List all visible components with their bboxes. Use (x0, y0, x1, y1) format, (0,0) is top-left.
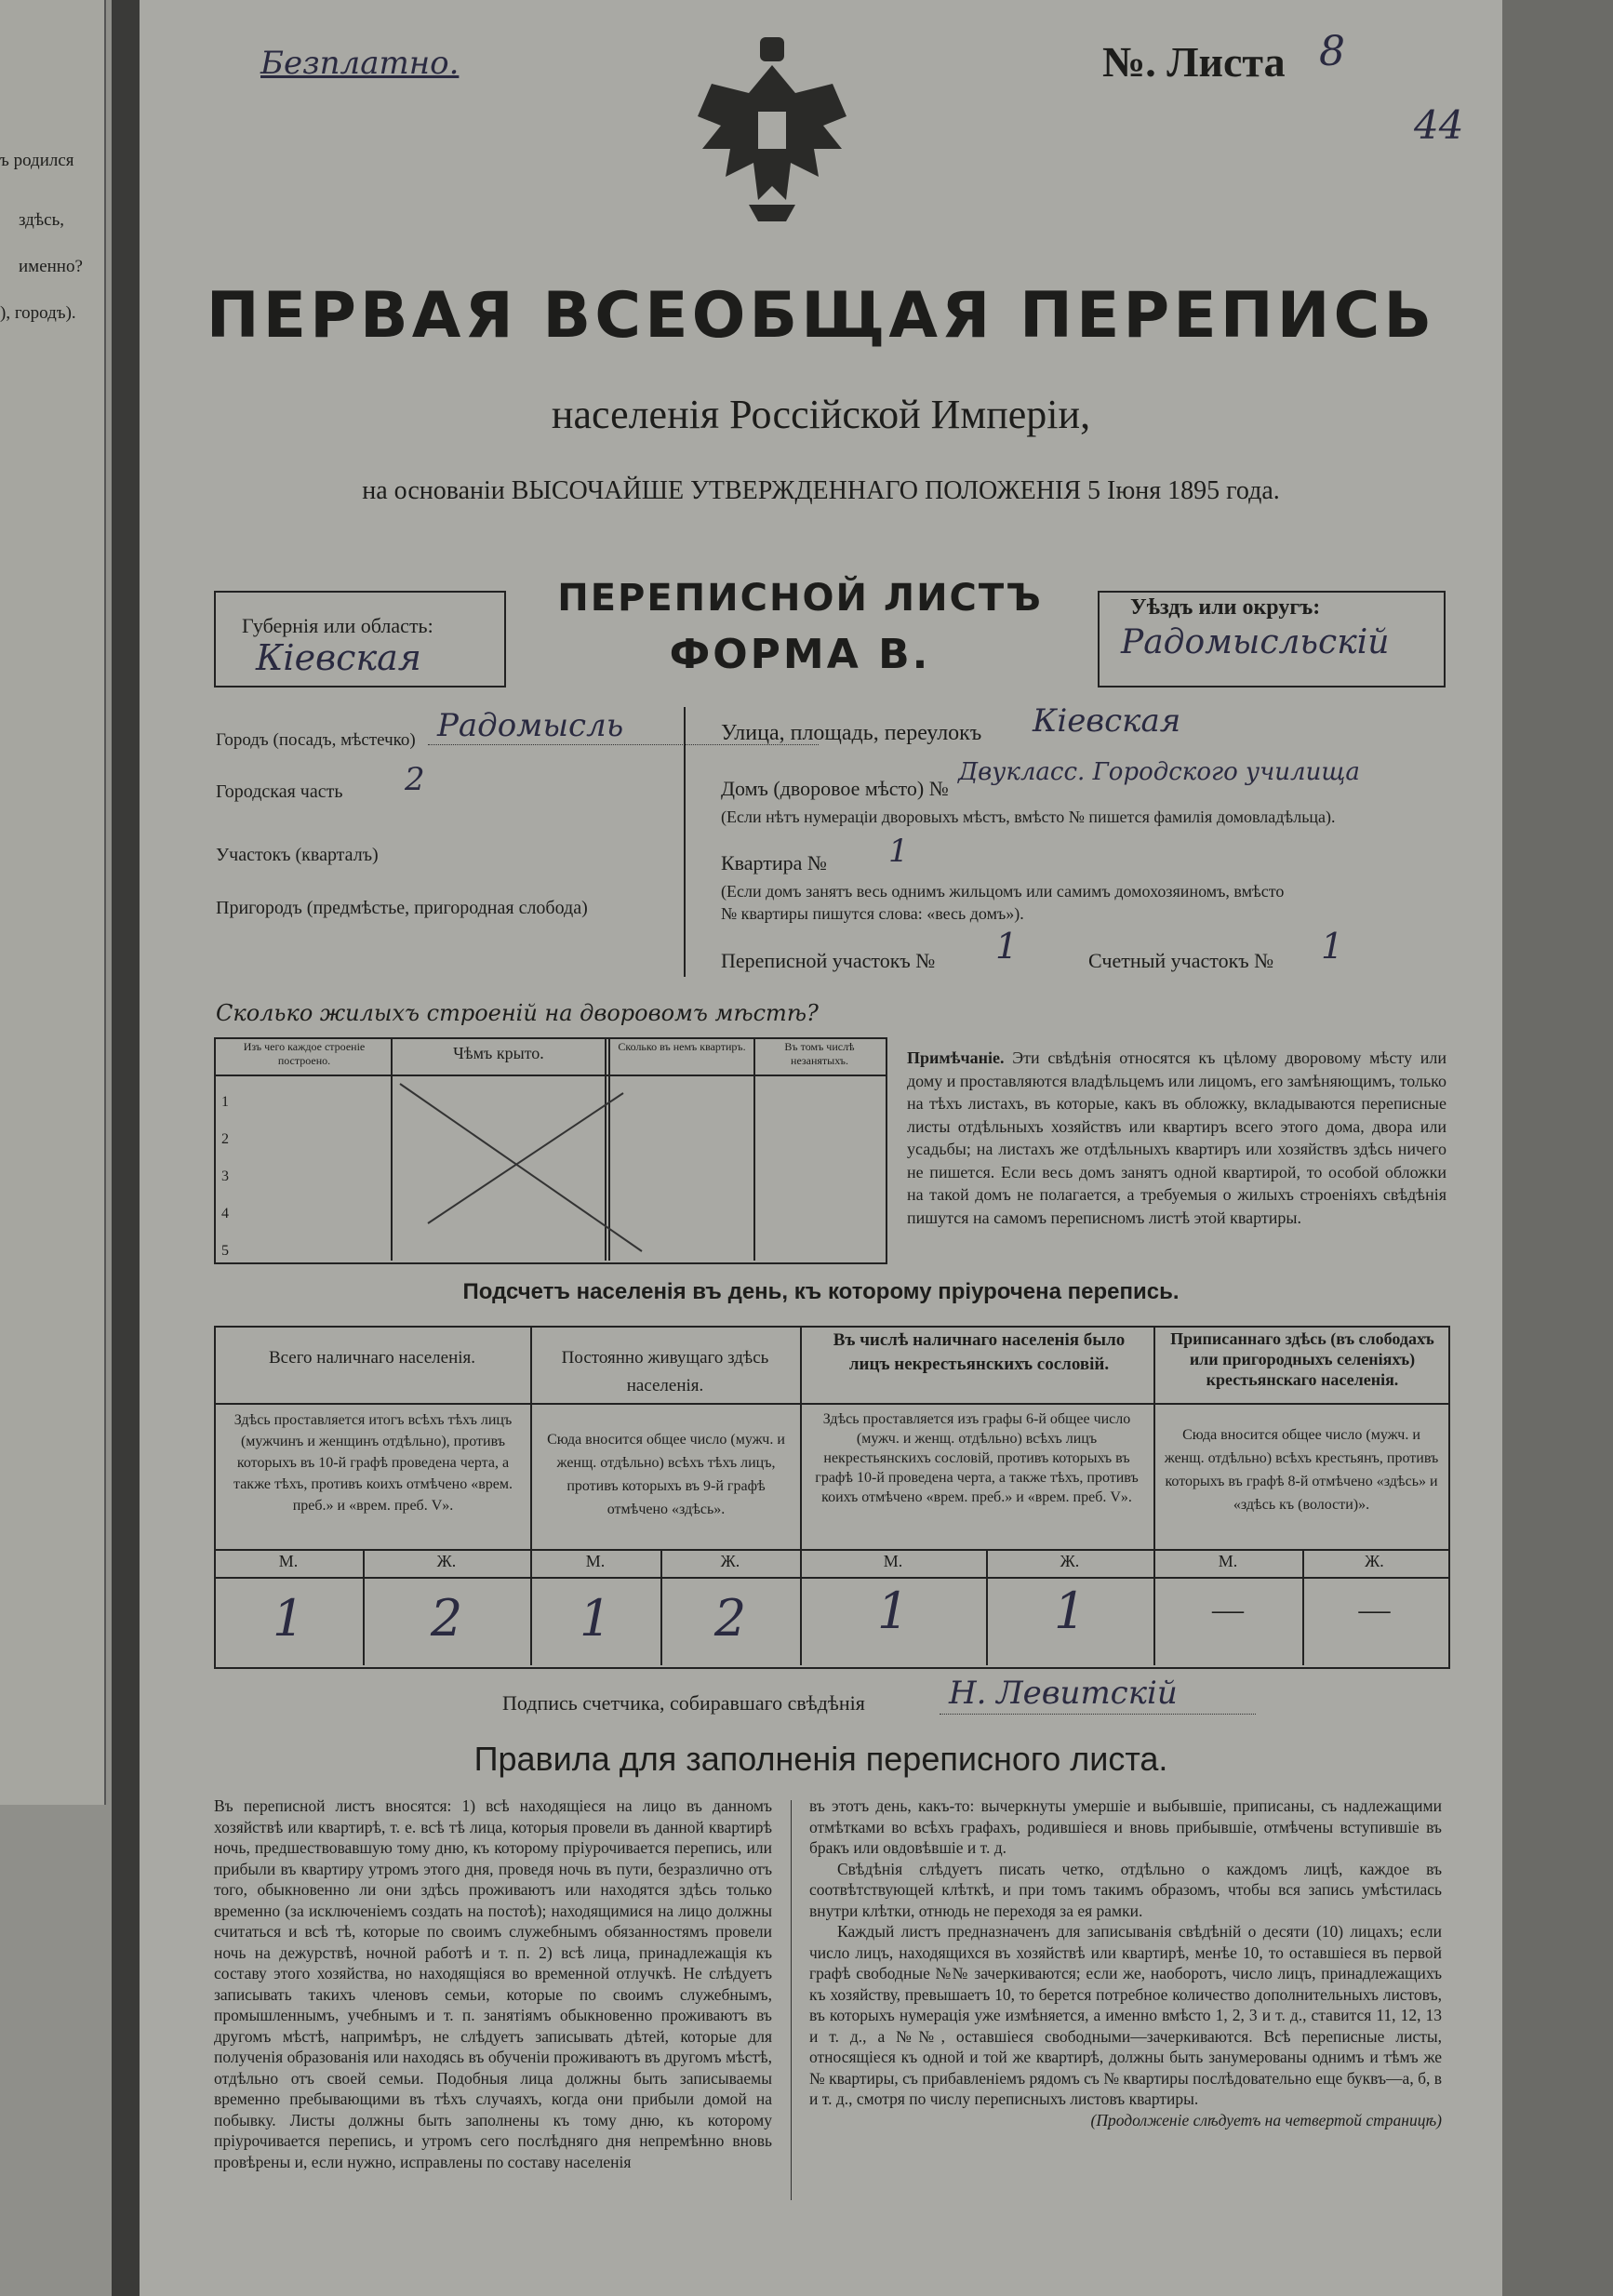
rules-right-para-2: Свѣдѣнія слѣдуетъ писать четко, отдѣльно о каждомъ лицѣ, каждое въ соотвѣтствующей клѣткѣ, и при томъ такимъ образомъ, чтобы вся запись умѣстилась внутри клѣтки, отнюдь не переходя за ея рамки. (809, 1859, 1442, 1920)
strikeout-cross-icon (214, 1037, 886, 1261)
rules-title: Правила для заполненія переписного листа. (473, 1740, 1168, 1778)
count-body-line (214, 1549, 1448, 1551)
rules-continued: (Продолженіе слѣдуетъ на четвертой страницѣ) (1090, 2110, 1442, 2129)
double-headed-eagle-icon (693, 37, 851, 223)
count-col4-f-value: — (1358, 1593, 1391, 1627)
prigorod-label: Пригородъ (предмѣстье, пригородная слобода) (216, 898, 588, 918)
gubernia-value: Кіевская (256, 637, 421, 678)
count-col3-body: Здѣсь проставляется изъ графы 6-й общее число (мужч. и женщ. отдѣльно) всѣхъ лицъ некрестьянскихъ сословій, противъ которыхъ въ графѣ 10-й проведена черта, а также тѣхъ, противъ коихъ отмѣчено «врем. преб.» и «врем. преб. V». (815, 1411, 1139, 1505)
rules-divider (791, 1800, 792, 2200)
buildings-row-5: 5 (221, 1243, 229, 1259)
count-col3-m-value: 1 (876, 1582, 910, 1640)
left-line-1: ъ родился (0, 151, 74, 170)
buildings-col-apartments: Сколько въ немъ квартиръ. (618, 1040, 746, 1053)
buildings-row-1: 1 (221, 1094, 229, 1110)
count-col4-m-value: — (1212, 1593, 1244, 1627)
buildings-question: Сколько жилыхъ строеній на дворовомъ мѣстѣ? (216, 1000, 819, 1026)
house-value: Двукласс. Городского училища (958, 758, 1360, 786)
left-line-2: здѣсь, (19, 210, 64, 230)
apartment-note-2: № квартиры пишутся слова: «весь домъ»). (721, 904, 1024, 923)
count-col4-body: Сюда вносится общее число (мужч. и женщ. отдѣльно) всѣхъ крестьянъ, противъ которыхъ въ графѣ 8-й отмѣчено «здѣсь» и «здѣсь къ (волости)». (1164, 1427, 1439, 1513)
rules-right-column (809, 1795, 1442, 2130)
adjacent-page-fragment (0, 0, 106, 1805)
signature-value: Н. Левитскій (949, 1675, 1178, 1712)
buildings-row-4: 4 (221, 1206, 229, 1221)
basis-line: на основаніи ВЫСОЧАЙШЕ УТВЕРЖДЕННАГО ПОЛОЖЕНІЯ 5 Іюня 1895 года. (362, 476, 1280, 505)
city-label: Городъ (посадъ, мѣстечко) (216, 730, 416, 750)
count-col1-m-value: 1 (272, 1589, 305, 1648)
fields-divider (684, 707, 686, 977)
note-text (907, 1047, 1446, 1229)
house-note: (Если нѣтъ нумераціи дворовыхъ мѣстъ, вмѣсто № пишется фамилія домовладѣльца). (721, 808, 1336, 826)
left-line-4: ), городъ). (0, 303, 76, 323)
uezd-value: Радомысльскій (1121, 623, 1390, 661)
rules-left-column: Въ переписной листъ вносятся: 1) всѣ находящіеся на лицо въ данномъ хозяйствѣ или квартирѣ, т. е. всѣ тѣ лица, которыя провели въ данной квартирѣ ночь, предшествовавшую тому дню, къ которому пріурочивается перепись, или прибыли въ квартиру утромъ этого дня, проведя ночь въ пути, безразлично отъ того, обыкновенно ли они здѣсь проживаютъ или находятся здѣсь только временно (за исключеніемъ создать на постоѣ); находящимися на лицо должны считаться и всѣ тѣ, которые по своимъ служебнымъ обязанностямъ провели ночь на дежурствѣ, ночной работѣ и т. п. 2) всѣ лица, принадлежащія къ составу этого хозяйства, но находящіяся во временной отлучкѣ. Не слѣдуетъ записывать такихъ членовъ семьи, которые по своимъ служебнымъ, промышленнымъ, учебнымъ и т. п. занятіямъ обыкновенно проживаютъ въ другомъ мѣстѣ, напримѣръ, не слѣдуетъ записывать дѣтей, которые для полученія образованія или находясь въ обученіи проживаютъ въ другомъ мѣстѣ, отдѣльно отъ своей семьи. Подобныя лица должны быть записываемы временно пребывающими въ тѣхъ случаяхъ, когда они прибыли домой на побывку. Листы должны быть заполнены къ тому дню, къ которому пріурочивается перепись, и утромъ сего послѣдняго дня непремѣнно вновь провѣрены и, если нужно, исправлены по составу населенія (214, 1796, 772, 2171)
count-col3-f-label: Ж. (1060, 1552, 1080, 1570)
count-col2-body: Сюда вносится общее число (мужч. и женщ. отдѣльно) всѣхъ тѣхъ лицъ, противъ которыхъ въ 9-й графѣ отмѣчено «здѣсь». (547, 1432, 785, 1517)
count-mf-line (214, 1577, 1448, 1579)
apartment-note-1: (Если домъ занятъ весь однимъ жильцомъ или самимъ домохозяиномъ, вмѣсто (721, 882, 1285, 901)
count-col1-f-label: Ж. (436, 1552, 457, 1570)
uchastok-label: Участокъ (кварталъ) (216, 845, 379, 865)
form-subtitle: ФОРМА В. (669, 631, 931, 678)
count-col2-m-label: М. (585, 1552, 606, 1570)
census-form-sheet (140, 0, 1502, 2296)
count-col3-m-label: М. (883, 1552, 903, 1570)
house-label: Домъ (дворовое мѣсто) № (721, 777, 949, 800)
signature-underline (940, 1714, 1256, 1715)
subtitle: населенія Россійской Имперіи, (551, 392, 1091, 437)
count-col4-m-label: М. (1218, 1552, 1238, 1570)
note-body: Эти свѣдѣнія относятся къ цѣлому дворовому мѣсту или дому и проставляются владѣльцемъ или лицомъ, его замѣняющимъ, только на тѣхъ листахъ, въ которые, какъ въ обложку, вкладываются переписные листы отдѣльныхъ хозяйствъ или квартиръ всего этого дома, двора или усадьбы; на листахъ же отдѣльныхъ квартиръ или хозяйствъ здѣсь ничего не пишется. Если весь домъ занятъ одной квартирой, то особой обложки на такой домъ не полагается, а требуемыя о жилыхъ строеніяхъ свѣдѣнія пишутся на самомъ переписномъ листѣ этой квартиры. (907, 1048, 1446, 1227)
count-col3-f-value: 1 (1053, 1582, 1086, 1640)
main-title: ПЕРВАЯ ВСЕОБЩАЯ ПЕРЕПИСЬ (206, 279, 1436, 353)
count-section-title: Подсчетъ населенія въ день, къ которому пріурочена перепись. (462, 1279, 1180, 1304)
count-col1-f-value: 2 (430, 1589, 463, 1648)
count-col2-head: Постоянно живущаго здѣсь населенія. (561, 1348, 769, 1395)
census-district-label: Переписной участокъ № (721, 949, 936, 972)
free-label: Безплатно. (260, 45, 460, 82)
census-district-value: 1 (995, 926, 1019, 967)
count-col4-f-label: Ж. (1365, 1552, 1384, 1570)
buildings-row-2: 2 (221, 1131, 229, 1147)
buildings-col-material: Изъ чего каждое строеніе построено. (243, 1040, 366, 1067)
buildings-row-3: 3 (221, 1168, 229, 1184)
rules-right-para-1: въ этотъ день, какъ-то: вычеркнуты умершіе и выбывшіе, приписаны, съ надлежащими отмѣтками во всѣхъ графахъ, родившіеся и вновь прибывшіе, отмѣчены вступившіе въ бракъ или овдовѣвшіе и т. д. (809, 1796, 1442, 1857)
count-district-value: 1 (1321, 926, 1344, 967)
gubernia-label: Губернія или область: (242, 614, 433, 637)
buildings-col-roof: Чѣмъ крыто. (453, 1044, 544, 1062)
street-value: Кіевская (1033, 702, 1181, 740)
uezd-label: Уѣздъ или округъ: (1130, 595, 1321, 620)
part-label: Городская часть (216, 781, 343, 802)
count-col4-head: Приписаннаго здѣсь (въ слободахъ или пригородныхъ селеніяхъ) крестьянскаго населенія. (1170, 1329, 1434, 1389)
sheet-number-label: №. Листа (1102, 38, 1286, 86)
count-district-label: Счетный участокъ № (1088, 949, 1274, 972)
city-value: Радомысль (437, 707, 624, 744)
part-value: 2 (405, 761, 425, 798)
buildings-col-vacant: Въ томъ числѣ незанятыхъ. (784, 1040, 855, 1067)
count-col2-f-label: Ж. (720, 1552, 740, 1570)
street-label: Улица, площадь, переулокъ (721, 721, 982, 745)
apartment-label: Квартира № (721, 851, 827, 874)
count-col3-head: Въ числѣ наличнаго населенія было лицъ некрестьянскихъ сословій. (833, 1330, 1126, 1374)
count-header-line (214, 1403, 1448, 1405)
form-title: ПЕРЕПИСНОЙ ЛИСТЪ (557, 577, 1043, 620)
count-col1-body: Здѣсь проставляется итогъ всѣхъ тѣхъ лицъ (мужчинъ и женщинъ отдѣльно), противъ которыхъ въ 10-й графѣ проведена черта, а также тѣхъ, противъ коихъ отмѣчено «врем. преб.» и «врем. преб. V». (233, 1412, 513, 1514)
signature-label: Подпись счетчика, собиравшаго свѣдѣнія (502, 1691, 865, 1715)
archive-number: 44 (1414, 102, 1464, 148)
left-line-3: именно? (19, 257, 83, 276)
count-col2-m-value: 1 (579, 1589, 612, 1648)
count-col2-f-value: 2 (713, 1589, 747, 1648)
note-label: Примѣчаніе. (907, 1048, 1005, 1067)
apartment-value: 1 (888, 833, 909, 870)
count-col1-m-label: М. (278, 1552, 299, 1570)
count-col1-head: Всего наличнаго населенія. (268, 1348, 476, 1368)
rules-right-para-3: Каждый листъ предназначенъ для записыванія свѣдѣній о десяти (10) лицахъ; если число лицъ, находящихся въ хозяйствѣ или квартирѣ, менѣе 10, то оставшіеся въ первой графѣ свободные №№ зачеркиваются; если же, наоборотъ, число лицъ, принадлежащихъ къ хозяйству, превышаетъ 10, то берется потребное количество дополнительныхъ листовъ, въ которыхъ нумерація уже измѣняется, а именно вмѣсто 1, 2, 3 и т. д., ставится 11, 12, 13 и т. д., а №№, оставшіеся свободными—зачеркиваются. Всѣ переписные листы, относящіеся къ одной и той же квартирѣ, должны быть занумерованы однимъ и тѣмъ же № квартиры, съ прибавленіемъ рядомъ съ № квартиры послѣдовательно еще буквъ—а, б, в и т. д., смотря по числу переписныхъ листовъ квартиры. (809, 1922, 1442, 2108)
sheet-number-value: 8 (1319, 28, 1345, 75)
page-stack-edge (1492, 0, 1613, 2296)
